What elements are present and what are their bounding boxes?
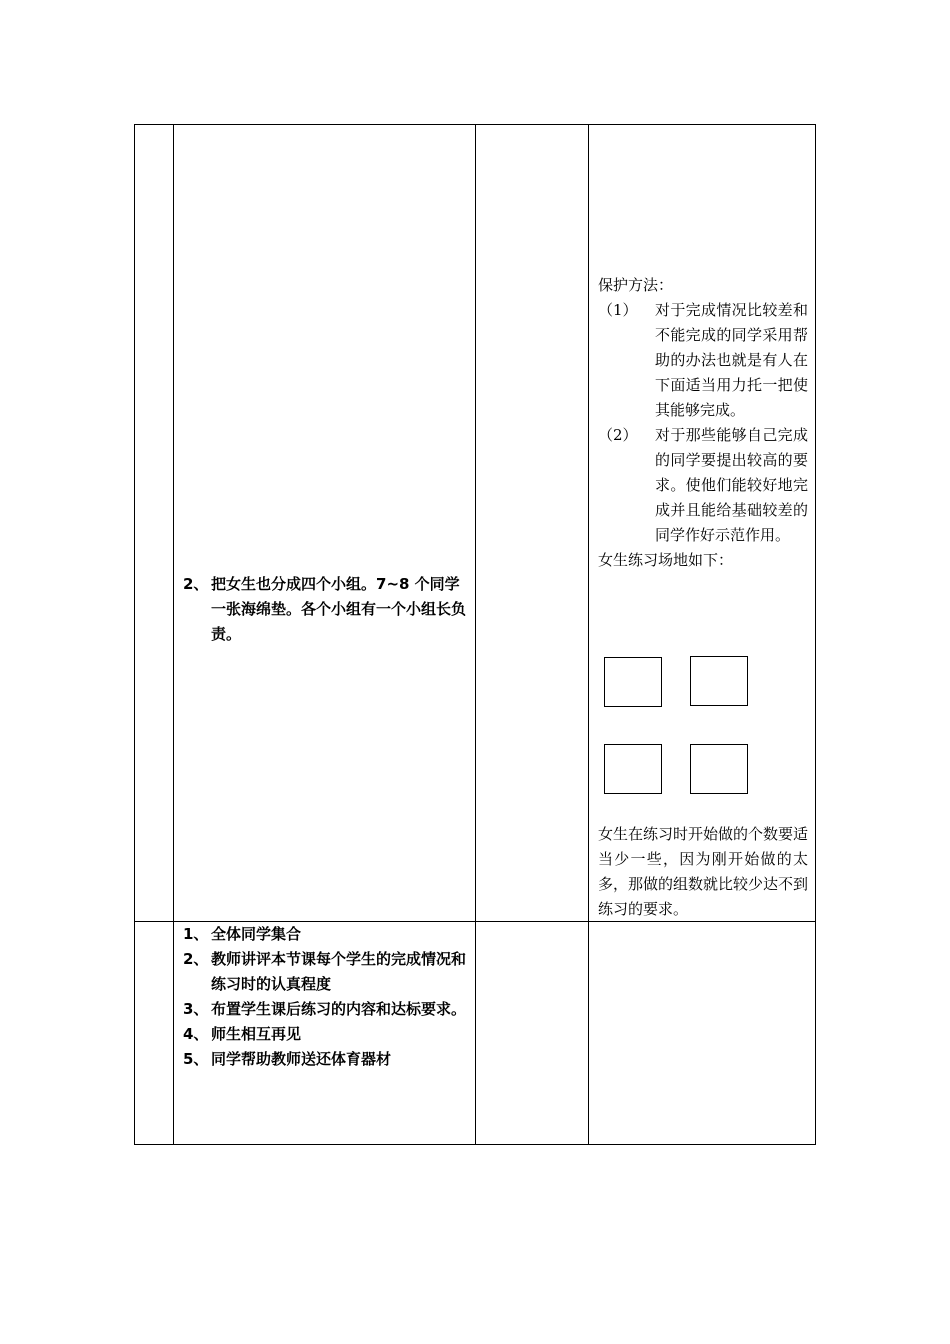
closing-paragraph: 女生在练习时开始做的个数要适当少一些，因为刚开始做的太多，那做的组数就比较少达不到练习的要求。 <box>598 825 809 918</box>
list-item <box>183 947 468 997</box>
list-item-text: 对于那些能够自己完成的同学要提出较高的要求。使他们能较好地完成并且能给基础较差的同学作好示范作用。 <box>655 426 808 544</box>
list-item <box>598 298 808 423</box>
list-item-number: （1） <box>598 301 638 319</box>
list-item-text: 把女生也分成四个小组。7~8 个同学一张海绵垫。各个小组有一个小组长负责。 <box>211 575 467 643</box>
list-item <box>598 423 808 548</box>
list-item-text: 对于完成情况比较差和不能完成的同学采用帮助的办法也就是有人在下面适当用力托一把使其能够完成。 <box>655 301 808 419</box>
list-item <box>183 922 468 947</box>
table-divider-1 <box>173 124 174 1145</box>
list-item-text: 教师讲评本节课每个学生的完成情况和练习时的认真程度 <box>211 950 467 993</box>
row1-closing-note <box>598 822 808 922</box>
table-border-bottom <box>134 1144 816 1145</box>
list-item-number: （2） <box>598 426 638 444</box>
list-item-number: 5、 <box>183 1050 209 1068</box>
row1-content-list <box>183 572 468 647</box>
list-item-number: 2、 <box>183 950 209 968</box>
list-item-number: 1、 <box>183 925 209 943</box>
row1-notes <box>598 273 808 573</box>
table-border-right <box>815 124 816 1145</box>
list-item-number: 4、 <box>183 1025 209 1043</box>
list-item <box>183 1022 468 1047</box>
table-border-left <box>134 124 135 1145</box>
table-divider-2 <box>475 124 476 1145</box>
list-item <box>183 1047 468 1072</box>
mat-square-2 <box>690 656 748 706</box>
mat-square-4 <box>690 744 748 794</box>
list-item-text: 师生相互再见 <box>211 1025 302 1043</box>
mat-square-1 <box>604 657 662 707</box>
mat-square-3 <box>604 744 662 794</box>
list-item-text: 同学帮助教师送还体育器材 <box>211 1050 392 1068</box>
list-item-text: 布置学生课后练习的内容和达标要求。 <box>211 1000 467 1018</box>
table-divider-3 <box>588 124 589 1145</box>
row2-content-list <box>183 922 468 1072</box>
list-item <box>183 572 468 647</box>
list-item-number: 2、 <box>183 575 209 593</box>
list-item-text: 全体同学集合 <box>211 925 302 943</box>
table-border-top <box>134 124 816 125</box>
protection-method-heading: 保护方法： <box>598 276 674 294</box>
list-item-number: 3、 <box>183 1000 209 1018</box>
layout-caption: 女生练习场地如下： <box>598 551 734 569</box>
list-item <box>183 997 468 1022</box>
